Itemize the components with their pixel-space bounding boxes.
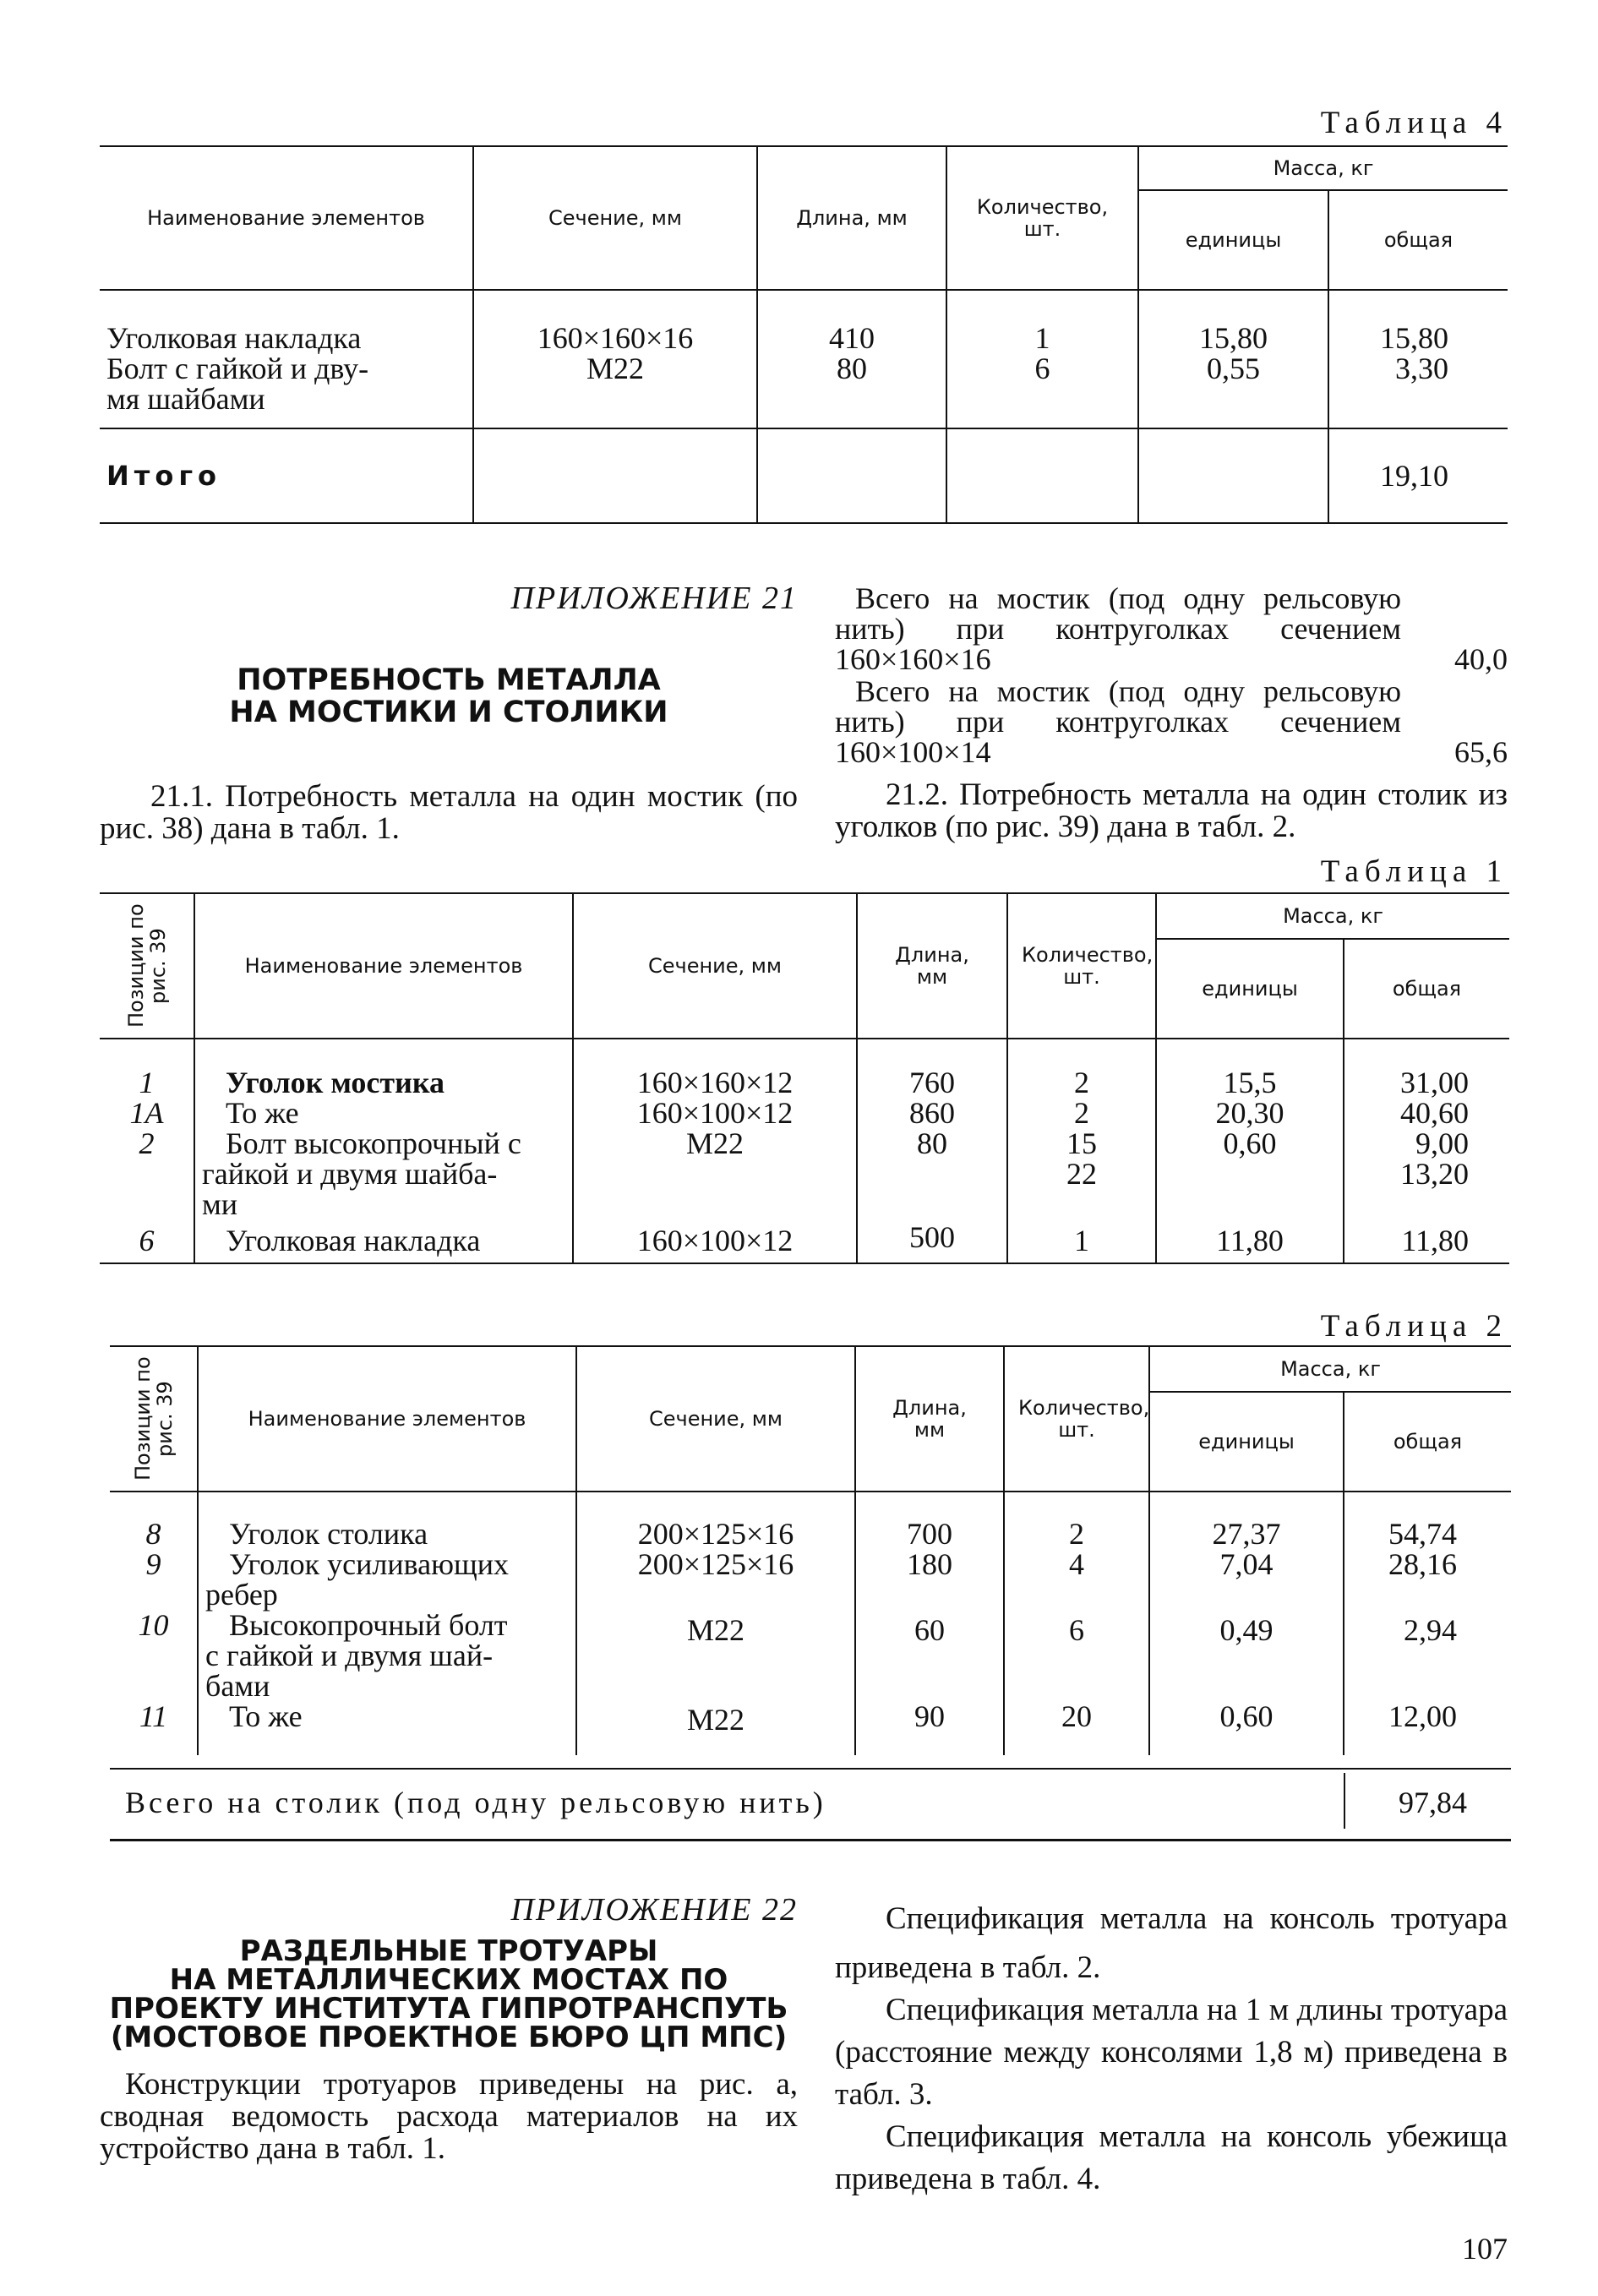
- appendix21-p1: 21.1. Потребность металла на один мостик (по рис. 38) дана в табл. 1.: [100, 779, 798, 846]
- t2-row1-total: 54,74: [1344, 1519, 1511, 1549]
- t2-row3-unit: 0,49: [1149, 1610, 1344, 1701]
- t1-row3-name: Болт высокопрочный с гайкой и двумя шайба- ми: [194, 1128, 573, 1219]
- t2-header-mass: Масса, кг: [1149, 1346, 1511, 1392]
- t1-row1-unit: 15,5: [1156, 1067, 1344, 1098]
- t4-row1-section: 160×160×16: [537, 321, 694, 355]
- t4-row1-total: 15,80: [1380, 321, 1448, 355]
- table-row: [110, 1519, 1511, 1549]
- t2-row2-section: 200×125×16: [576, 1549, 855, 1610]
- t4-total-cell: [1328, 290, 1508, 428]
- t4-header-total: общая: [1328, 190, 1508, 290]
- table-row: [100, 1219, 1509, 1263]
- t2-row3-total: 2,94: [1344, 1610, 1511, 1701]
- appendix21-total1: [835, 583, 1508, 674]
- t2-row2-total: 28,16: [1344, 1549, 1511, 1610]
- t1-row1-length: 760: [857, 1067, 1007, 1098]
- t2-row4-section: М22: [576, 1701, 855, 1755]
- appendix21-label: ПРИЛОЖЕНИЕ 21: [510, 581, 798, 616]
- t2-row2-pos: 9: [145, 1547, 161, 1581]
- t2-header-unit: единицы: [1149, 1392, 1344, 1492]
- t1-row4-unit: 11,80: [1156, 1219, 1344, 1263]
- appendix21-total1-text: Всего на мостик (под одну рельсовую нить) при контруголках сечением 160×160×16: [835, 581, 1401, 676]
- t1-row1-total: 31,00: [1344, 1067, 1509, 1098]
- t4-row2-section: М22: [586, 352, 644, 385]
- t2-row1-length: 700: [855, 1519, 1004, 1549]
- t2-total-label: [125, 1785, 826, 1820]
- t2-row3-section: М22: [576, 1610, 855, 1701]
- table1: [100, 892, 1509, 1264]
- t4-row1-length: 410: [829, 321, 875, 355]
- t1-row3-unit: 0,60: [1156, 1128, 1344, 1219]
- t1-row4-length: 500: [857, 1219, 1007, 1263]
- t1-row3-qty: 15 22: [1007, 1128, 1156, 1219]
- appendix21-total2-text: Всего на мостик (под одну рельсовую нить) при контруголках сечением 160×100×14: [835, 674, 1401, 769]
- t2-row1-pos: 8: [145, 1517, 161, 1551]
- table-row: [110, 1610, 1511, 1701]
- appendix22-label: ПРИЛОЖЕНИЕ 22: [510, 1892, 798, 1928]
- t1-row1-section: 160×160×12: [573, 1067, 857, 1098]
- appendix22-r1: Спецификация металла на консоль тротуара приведена в табл. 2.: [835, 1901, 1508, 1985]
- t2-header-section: Сечение, мм: [576, 1346, 855, 1492]
- t4-header-mass: Масса, кг: [1138, 146, 1508, 190]
- table-row: [100, 1128, 1509, 1219]
- t2-total-divider: [1344, 1773, 1345, 1829]
- t2-row4-name: То же: [198, 1701, 576, 1755]
- t4-row2-name: Болт с гайкой и дву- мя шайбами: [106, 352, 369, 416]
- table1-caption: Таблица 1: [1320, 854, 1508, 889]
- t4-itogo-label: Итого: [106, 460, 222, 492]
- t4-row2-length: 80: [837, 352, 867, 385]
- t4-row1-name: Уголковая накладка: [106, 321, 362, 355]
- table-row: [100, 1067, 1509, 1098]
- t1-row2-total: 40,60: [1344, 1098, 1509, 1128]
- t2-total-value: 97,84: [1399, 1786, 1467, 1819]
- t1-row3-total: 9,00 13,20: [1344, 1128, 1509, 1219]
- t4-row2-qty: 6: [1034, 352, 1050, 385]
- table-row: [110, 1701, 1511, 1755]
- t1-header-mass: Масса, кг: [1156, 893, 1509, 939]
- t4-section-cell: [473, 290, 757, 428]
- table2-caption: Таблица 2: [1320, 1309, 1508, 1344]
- t1-row3-length: 80: [857, 1128, 1007, 1219]
- appendix21-title: ПОТРЕБНОСТЬ МЕТАЛЛА НА МОСТИКИ И СТОЛИКИ: [229, 663, 668, 729]
- t2-bottom-rule: [110, 1839, 1511, 1841]
- t1-row2-length: 860: [857, 1098, 1007, 1128]
- appendix22-r2: Спецификация металла на 1 м длины тротуара (расстояние между консолями 1,8 м) приведена в табл. 3.: [835, 1993, 1508, 2112]
- t1-row3-section: М22: [573, 1128, 857, 1219]
- appendix21-total2-value: 65,6: [1454, 735, 1508, 769]
- t1-row4-pos: 6: [139, 1224, 155, 1257]
- t2-header-length: Длина, мм: [855, 1346, 1004, 1492]
- t2-row4-length: 90: [855, 1701, 1004, 1755]
- t1-header-pos-cell: [100, 893, 194, 1039]
- t4-row2-unit: 0,55: [1207, 352, 1260, 385]
- t1-row4-name: Уголковая накладка: [194, 1219, 573, 1263]
- t1-row4-section: 160×100×12: [573, 1219, 857, 1263]
- t1-row4-total: 11,80: [1344, 1219, 1509, 1263]
- table2: [110, 1345, 1511, 1755]
- t2-row1-name: Уголок столика: [198, 1519, 576, 1549]
- table-row: [100, 1098, 1509, 1128]
- appendix21-p2: 21.2. Потребность металла на один столик из уголков (по рис. 39) дана в табл. 2.: [835, 777, 1508, 844]
- table4: [100, 145, 1508, 524]
- t1-row1-name: Уголок мостика: [194, 1067, 573, 1098]
- t2-row2-qty: 4: [1004, 1549, 1149, 1610]
- t1-header-name: Наименование элементов: [194, 893, 573, 1039]
- t4-qty-cell: [946, 290, 1138, 428]
- t2-row4-pos: 11: [139, 1699, 168, 1733]
- appendix22-r3: Спецификация металла на консоль убежища приведена в табл. 4.: [835, 2119, 1508, 2196]
- t2-header-name: Наименование элементов: [198, 1346, 576, 1492]
- t2-header-total: общая: [1344, 1392, 1511, 1492]
- t1-row4-qty: 1: [1007, 1219, 1156, 1263]
- t1-row2-qty: 2: [1007, 1098, 1156, 1128]
- t2-row4-unit: 0,60: [1149, 1701, 1344, 1755]
- t4-name-cell: [100, 290, 473, 428]
- t4-row2-total: 3,30: [1395, 352, 1448, 385]
- t1-row1-qty: 2: [1007, 1067, 1156, 1098]
- t1-header-qty: Количество, шт.: [1007, 893, 1156, 1039]
- appendix21-total2: [835, 676, 1508, 767]
- t4-header-section: Сечение, мм: [473, 146, 757, 290]
- t2-row3-qty: 6: [1004, 1610, 1149, 1701]
- t2-row2-name: Уголок усиливающих ребер: [198, 1549, 576, 1610]
- table-row: [110, 1549, 1511, 1610]
- t2-row2-length: 180: [855, 1549, 1004, 1610]
- t4-header-length: Длина, мм: [757, 146, 946, 290]
- t4-itogo-value: 19,10: [1328, 428, 1508, 523]
- t2-row3-name: Высокопрочный болт с гайкой и двумя шай- бами: [198, 1610, 576, 1701]
- t1-row2-name: То же: [194, 1098, 573, 1128]
- t2-row4-total: 12,00: [1344, 1701, 1511, 1755]
- t1-row2-unit: 20,30: [1156, 1098, 1344, 1128]
- page-number: 107: [1462, 2232, 1508, 2266]
- t2-header-pos: Позиции по рис. 39: [130, 1356, 177, 1481]
- t1-header-unit: единицы: [1156, 939, 1344, 1039]
- t2-row1-qty: 2: [1004, 1519, 1149, 1549]
- t1-row3-pos: 2: [139, 1126, 155, 1160]
- t1-row2-pos: 1А: [129, 1096, 164, 1130]
- t1-header-section: Сечение, мм: [573, 893, 857, 1039]
- t1-header-pos: Позиции по рис. 39: [123, 903, 170, 1028]
- t4-row1-qty: 1: [1034, 321, 1050, 355]
- t4-header-qty: Количество, шт.: [946, 146, 1138, 290]
- appendix22-p1: Конструкции тротуаров приведены на рис. а, сводная ведомость расхода материалов на их устройство дана в табл. 1.: [100, 2067, 798, 2166]
- t1-header-total: общая: [1344, 939, 1509, 1039]
- t2-row4-qty: 20: [1004, 1701, 1149, 1755]
- t2-row3-length: 60: [855, 1610, 1004, 1701]
- t1-row2-section: 160×100×12: [573, 1098, 857, 1128]
- t2-total-label-text: Всего на столик (под одну рельсовую нить): [125, 1786, 826, 1819]
- t4-length-cell: [757, 290, 946, 428]
- t2-divider: [110, 1768, 1511, 1770]
- table4-caption: Таблица 4: [1320, 106, 1508, 140]
- t4-header-unit: единицы: [1138, 190, 1328, 290]
- t2-row1-unit: 27,37: [1149, 1519, 1344, 1549]
- t4-row1-unit: 15,80: [1199, 321, 1268, 355]
- t4-header-name: Наименование элементов: [100, 146, 473, 290]
- appendix22-title: РАЗДЕЛЬНЫЕ ТРОТУАРЫ НА МЕТАЛЛИЧЕСКИХ МОСТАХ ПО ПРОЕКТУ ИНСТИТУТА ГИПРОТРАНСПУТЬ (МОСТОВОЕ ПРОЕКТНОЕ БЮРО ЦП МПС): [109, 1934, 788, 2054]
- t2-header-pos-cell: [110, 1346, 198, 1492]
- appendix21-total1-value: 40,0: [1454, 642, 1508, 676]
- t1-header-length: Длина, мм: [857, 893, 1007, 1039]
- t1-row1-pos: 1: [139, 1066, 155, 1099]
- t2-row3-pos: 10: [138, 1608, 169, 1642]
- t2-header-qty: Количество, шт.: [1004, 1346, 1149, 1492]
- t2-row2-unit: 7,04: [1149, 1549, 1344, 1610]
- t4-unit-cell: [1138, 290, 1328, 428]
- t2-row1-section: 200×125×16: [576, 1519, 855, 1549]
